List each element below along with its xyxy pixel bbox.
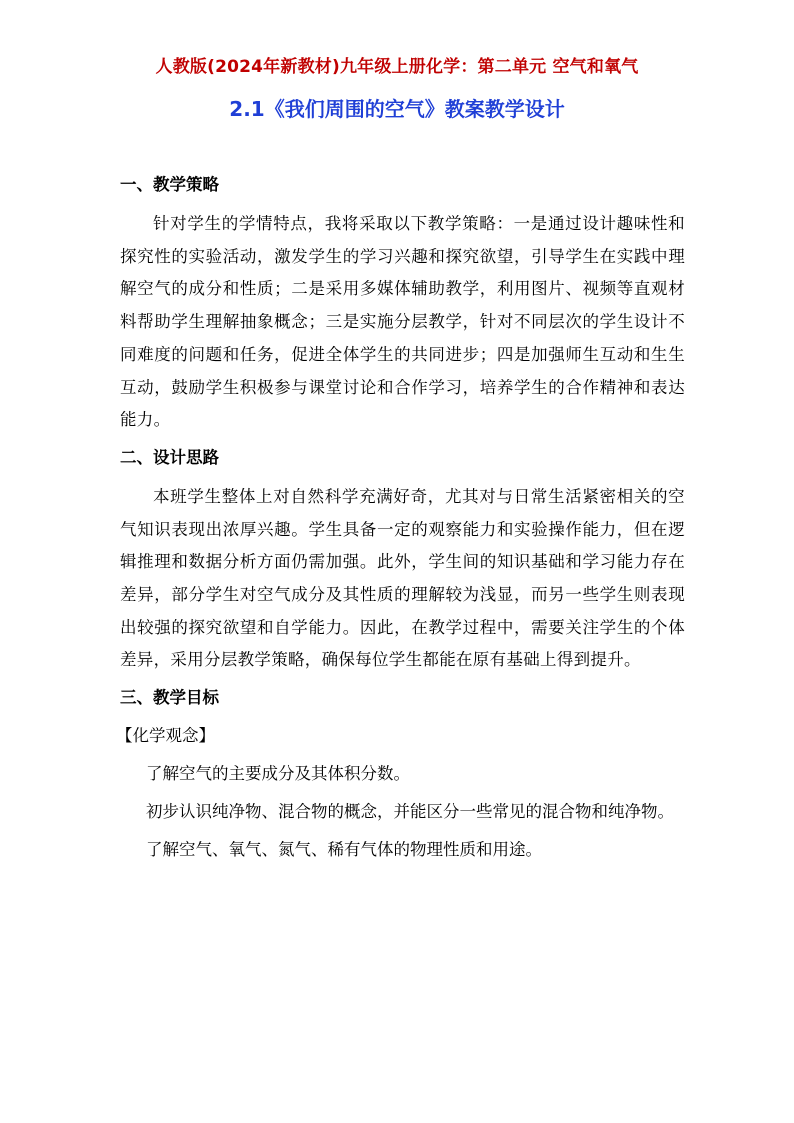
document-body [116,170,685,869]
objective-item: 了解空气、氧气、氮气、稀有气体的物理性质和用途。 [146,840,542,860]
subheading-chem-concept: 【化学观念】 [116,726,215,746]
objective-item: 了解空气的主要成分及其体积分数。 [146,764,410,784]
objective-item: 初步认识纯净物、混合物的概念，并能区分一些常见的混合物和纯净物。 [146,802,674,822]
section-heading-strategy: 一、教学策略 [120,175,219,194]
section-body-strategy: 针对学生的学情特点，我将采取以下教学策略：一是通过设计趣味性和探究性的实验活动，激发学生的学习兴趣和探究欲望，引导学生在实践中理解空气的成分和性质；二是采用多媒体辅助教学，利用图片、视频等直观材料帮助学生理解抽象概念；三是实施分层教学，针对不同层次的学生设计不同难度的问题和任务，促进全体学生的共同进步；四是加强师生互动和生生互动，鼓励学生积极参与课堂讨论和合作学习，培养学生的合作精神和表达能力。 [120,214,685,430]
section-body-design: 本班学生整体上对自然科学充满好奇，尤其对与日常生活紧密相关的空气知识表现出浓厚兴趣。学生具备一定的观察能力和实验操作能力，但在逻辑推理和数据分析方面仍需加强。此外，学生间的知识基础和学习能力存在差异，部分学生对空气成分及其性质的理解较为浅显，而另一些学生则表现出较强的探究欲望和自学能力。因此，在教学过程中，需要关注学生的个体差异，采用分层教学策略，确保每位学生都能在原有基础上得到提升。 [120,486,685,670]
document-title: 2.1《我们周围的空气》教案教学设计 [229,97,565,121]
section-heading-objectives: 三、教学目标 [120,688,219,708]
section-heading-design: 二、设计思路 [120,447,219,467]
series-header: 人教版(2024年新教材)九年级上册化学：第二单元 空气和氧气 [155,57,639,77]
